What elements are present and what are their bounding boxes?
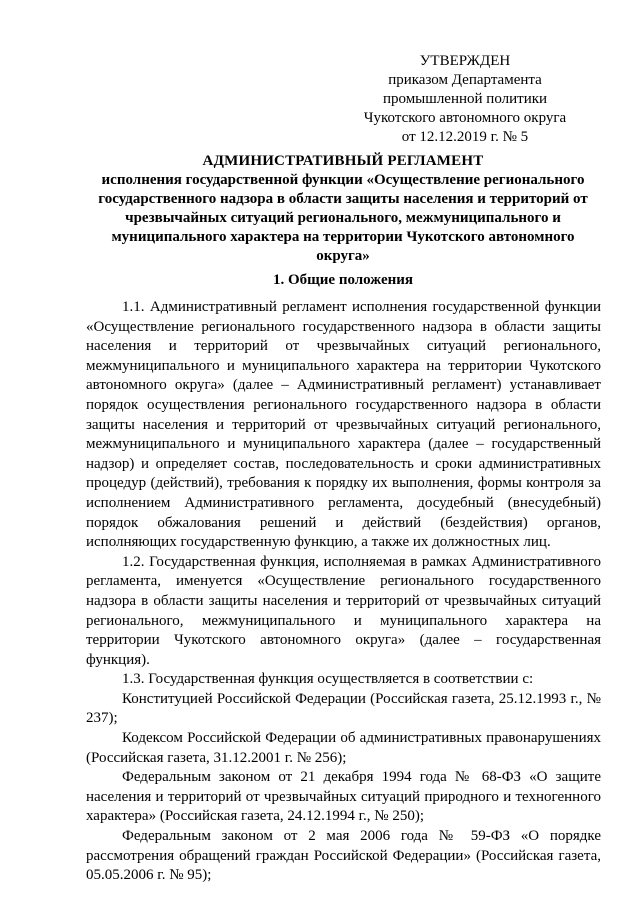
approval-order-line: приказом Департамента: [388, 72, 542, 88]
paragraph-1-2: 1.2. Государственная функция, исполняемая в рамках Административного регламента, именуется «Осуществление регионального государственного надзора в области защиты населения и территорий от чрезвычайных ситуаций регионального, межмуниципального и муниципального характера на территории Чукотского автономного округа» (далее – государственная функция).: [86, 553, 601, 668]
approval-date-line: от 12.12.2019 г. № 5: [401, 129, 529, 145]
approval-status: УТВЕРЖДЕН: [419, 53, 511, 69]
paragraph-law-59fz: Федеральным законом от 2 мая 2006 года № 59-ФЗ «О порядке рассмотрения обращений граждан Российской Федерации» (Российская газета, 05.05.2006 г. № 95);: [86, 828, 601, 884]
section-heading: 1. Общие положения: [272, 272, 414, 288]
document-title: АДМИНИСТРАТИВНЫЙ РЕГЛАМЕНТ: [202, 153, 484, 169]
approval-region-line: Чукотского автономного округа: [363, 110, 567, 126]
paragraph-admin-code: Кодексом Российской Федерации об административных правонарушениях (Российская газета, 31.12.2001 г. № 256);: [86, 730, 601, 766]
approval-stamp: [345, 52, 585, 147]
document-title-block: [86, 152, 600, 266]
paragraph-constitution: Конституцией Российской Федерации (Российская газета, 25.12.1993 г., № 237);: [86, 690, 601, 727]
approval-department-line: промышленной политики: [382, 91, 548, 107]
paragraph-1-3: 1.3. Государственная функция осуществляется в соответствии с:: [122, 671, 534, 688]
paragraph-1-1: 1.1. Административный регламент исполнения государственной функции «Осуществление регионального государственного надзора в области защиты населения и территорий от чрезвычайных ситуаций регионального, межмуниципального и муниципального характера на территории Чукотского автономного округа» (далее – Административный регламент) устанавливает порядок осуществления регионального государственного надзора в области защиты населения и территорий от чрезвычайных ситуаций регионального, межмуниципального и муниципального характера (далее – государственный надзор) и определяет состав, последовательность и сроки административных процедур (действий), требования к порядку их выполнения, формы контроля за исполнением Административного регламента, досудебный (внесудебный) порядок обжалования решений и действий (бездействия) органов, исполняющих государственную функцию, а также их должностных лиц.: [86, 299, 601, 551]
paragraph-law-68fz: Федеральным законом от 21 декабря 1994 года № 68-ФЗ «О защите населения и территорий от чрезвычайных ситуаций природного и техногенного характера» (Российская газета, 24.12.1994 г., № 250);: [86, 769, 601, 825]
document-subtitle: исполнения государственной функции «Осуществление регионального государственного надзора в области защиты населения и территорий от чрезвычайных ситуаций регионального, межмуниципального и муниципального характера на территории Чукотского автономного округа»: [98, 172, 588, 264]
document-body: [86, 298, 601, 886]
